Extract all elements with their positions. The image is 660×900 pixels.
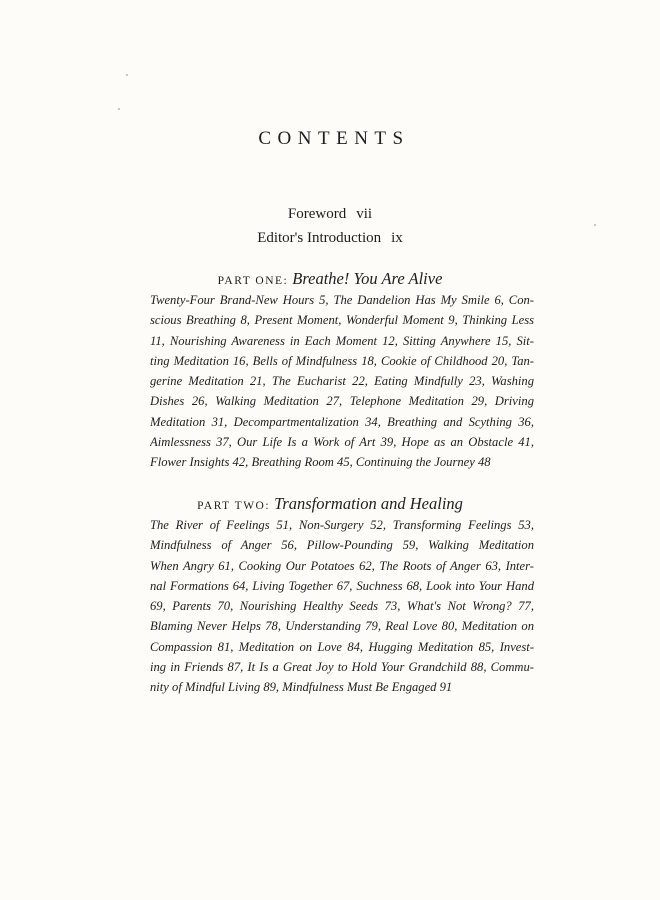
entry-page: ix [391, 230, 403, 246]
part-two-heading [0, 494, 660, 514]
chapter-line: Dishes 26, Walking Meditation 27, Telephone Meditation 29, Driving [150, 394, 534, 409]
chapter-line: nity of Mindful Living 89, Mindfulness Must Be Engaged 91 [150, 680, 453, 695]
chapter-line: Flower Insights 42, Breathing Room 45, Continuing the Journey 48 [150, 455, 491, 470]
chapter-line: 11, Nourishing Awareness in Each Moment 12, Sitting Anywhere 15, Sit- [150, 333, 534, 348]
part-title: Breathe! You Are Alive [292, 269, 443, 288]
scan-speck [594, 224, 596, 226]
part-two-chapters [150, 515, 534, 698]
page-title: CONTENTS [258, 128, 410, 149]
chapter-line: ing in Friends 87, It Is a Great Joy to Hold Your Grandchild 88, Commu- [150, 660, 534, 675]
chapter-line: nal Formations 64, Living Together 67, Suchness 68, Look into Your Hand [150, 578, 534, 593]
scan-speck [126, 74, 128, 76]
part-label: PART TWO: [197, 500, 271, 512]
entry-title: Editor's Introduction [257, 230, 382, 246]
part-title: Transformation and Healing [274, 494, 463, 513]
chapter-line: When Angry 61, Cooking Our Potatoes 62, The Roots of Anger 63, Inter- [150, 558, 534, 573]
chapter-line: The River of Feelings 51, Non-Surgery 52, Transforming Feelings 53, [150, 518, 534, 532]
chapter-line: gerine Meditation 21, The Eucharist 22, Eating Mindfully 23, Washing [150, 374, 534, 389]
entry-title: Foreword [287, 206, 347, 222]
chapter-line: Compassion 81, Meditation on Love 84, Hugging Meditation 85, Invest- [150, 639, 534, 654]
entry-page: vii [356, 206, 373, 222]
scan-speck [118, 108, 120, 110]
toc-entry-editors-introduction [0, 226, 660, 250]
toc-entry-foreword [0, 202, 660, 226]
chapter-line: 69, Parents 70, Nourishing Healthy Seeds 73, What's Not Wrong? 77, [150, 599, 534, 614]
chapter-line: Mindfulness of Anger 56, Pillow-Pounding 59, Walking Meditation [150, 538, 534, 553]
part-one-heading [0, 269, 660, 289]
chapter-line: Aimlessness 37, Our Life Is a Work of Art 39, Hope as an Obstacle 41, [150, 435, 534, 450]
part-one-chapters [150, 290, 534, 473]
chapter-line: ting Meditation 16, Bells of Mindfulness 18, Cookie of Childhood 20, Tan- [150, 353, 534, 368]
part-label: PART ONE: [217, 275, 289, 287]
front-matter [0, 202, 660, 250]
chapter-line: Blaming Never Helps 78, Understanding 79, Real Love 80, Meditation on [150, 619, 534, 634]
chapter-line: Meditation 31, Decompartmentalization 34, Breathing and Scything 36, [150, 414, 534, 429]
chapter-line: Twenty-Four Brand-New Hours 5, The Dandelion Has My Smile 6, Con- [150, 293, 534, 307]
chapter-line: scious Breathing 8, Present Moment, Wonderful Moment 9, Thinking Less [150, 313, 534, 328]
